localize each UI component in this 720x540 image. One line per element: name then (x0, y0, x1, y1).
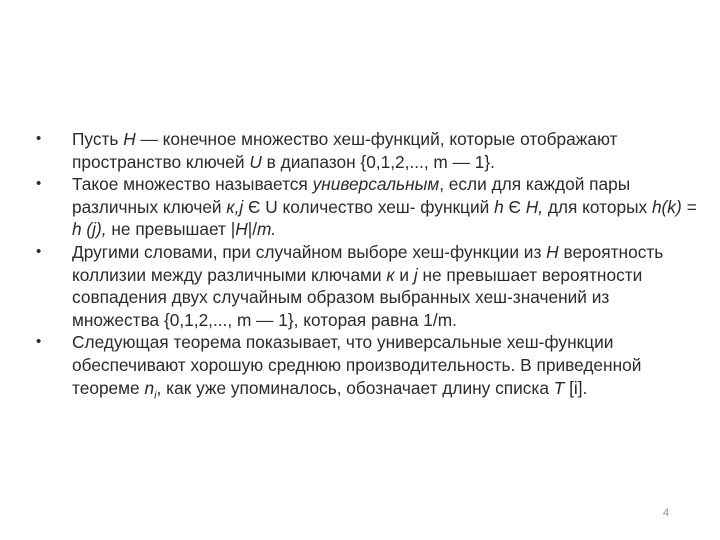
text-run: к,j (226, 196, 244, 217)
text-run: H, (525, 196, 544, 217)
text-run: T (553, 377, 565, 398)
text-run: и (394, 264, 414, 285)
text-run: n (144, 377, 155, 398)
bullet-text (72, 332, 642, 401)
text-run: Следующая теорема показывает, что универсальные хеш-функции обеспечивают хорошую среднюю производительность. В приведенной теореме (72, 332, 642, 398)
text-run: Другими словами, при случайном выборе хеш-функции из (72, 241, 547, 262)
text-run: не превышает | (106, 219, 236, 240)
text-run: [i]. (564, 377, 588, 398)
bullet-marker: • (36, 130, 42, 147)
bullet-item (36, 331, 701, 406)
text-run: j (413, 264, 418, 285)
text-run: — конечное множество хеш-функций, которые отображают пространство ключей (72, 129, 618, 172)
text-run: , как уже упоминалось, обозначает длину списка (156, 377, 554, 398)
text-run: в диапазон {0,1,2,..., m — 1}. (261, 151, 495, 172)
text-run: h (494, 196, 504, 217)
text-run: U (249, 151, 262, 172)
bullet-marker: • (36, 242, 42, 260)
bullet-text (72, 174, 697, 239)
text-run: m. (257, 219, 277, 240)
bullet-marker: • (36, 175, 42, 193)
text-run: H (546, 241, 559, 262)
text-run: h(k) = h (j), (72, 196, 697, 240)
text-run: Є (503, 196, 526, 217)
page-number: 4 (663, 507, 670, 519)
text-run: не превышает вероятности совпадения двух случайным образом выбранных хеш-значений из множества {0,1,2,..., m — 1}, которая равна 1/m. (72, 264, 643, 330)
text-run: Такое множество называется (72, 174, 313, 195)
text-run: Пусть (72, 129, 124, 149)
bullet-text (72, 129, 617, 172)
bullet-marker: • (36, 333, 42, 351)
bullet-item (36, 241, 701, 331)
text-run: , если для каждой пары различных ключей (72, 174, 631, 217)
text-run: универсальным (312, 174, 440, 195)
text-run: вероятность коллизии между различными ключами (72, 241, 664, 285)
text-run: для которых (543, 196, 652, 217)
text-run: i (154, 388, 157, 401)
text-run: H (123, 129, 136, 149)
text-run: к (386, 264, 395, 285)
bullet-list (36, 128, 701, 407)
bullet-item (36, 173, 701, 241)
bullet-item (36, 128, 701, 173)
text-run: H (235, 219, 248, 240)
text-run: |/ (247, 219, 257, 240)
bullet-text (72, 242, 663, 330)
text-run: Є U количество хеш- функций (243, 196, 495, 217)
